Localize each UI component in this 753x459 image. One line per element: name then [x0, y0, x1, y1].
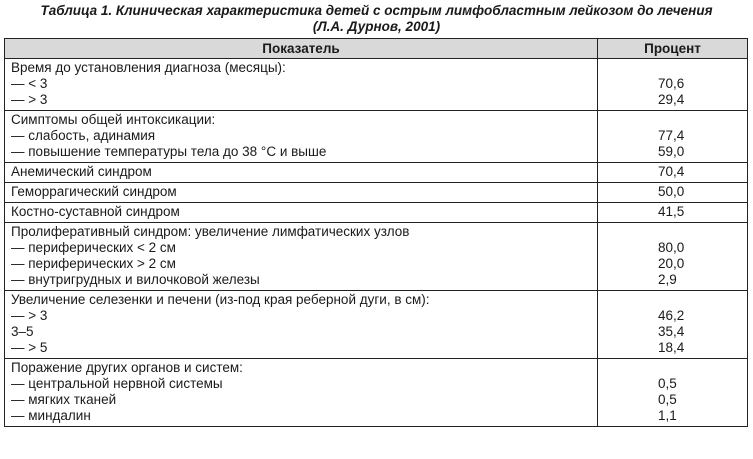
indicator-line: 3–5 [11, 324, 34, 339]
percent-value: 0,5 [658, 392, 677, 407]
indicator-line: Симптомы общей интоксикации: [11, 112, 216, 127]
percent-cell [598, 183, 748, 203]
percent-value: 0,5 [658, 376, 677, 391]
table-body [5, 59, 748, 427]
percent-value: 80,0 [658, 240, 685, 255]
indicator-cell [5, 111, 598, 163]
indicator-line: — > 5 [11, 340, 48, 355]
indicator-line: — периферических < 2 см [11, 240, 176, 255]
percent-cell [598, 223, 748, 291]
indicator-cell [5, 291, 598, 359]
indicator-cell [5, 223, 598, 291]
indicator-line: — центральной нервной системы [11, 376, 223, 391]
percent-value: 29,4 [658, 92, 685, 107]
indicator-cell [5, 203, 598, 223]
indicator-line: — > 3 [11, 92, 48, 107]
table-row [5, 111, 748, 163]
table-row [5, 59, 748, 111]
table-row [5, 183, 748, 203]
indicator-line: Пролиферативный синдром: увеличение лимфатических узлов [11, 224, 410, 239]
indicator-line: — периферических > 2 см [11, 256, 176, 271]
table-row [5, 203, 748, 223]
indicator-line: — внутригрудных и вилочковой железы [11, 272, 260, 287]
indicator-line: — > 3 [11, 308, 48, 323]
percent-value: 70,4 [658, 164, 685, 179]
indicator-line: — < 3 [11, 76, 48, 91]
percent-cell [598, 203, 748, 223]
caption-line-1: Таблица 1. Клиническая характеристика детей с острым лимфобластным лейкозом до лечения [40, 3, 713, 18]
percent-cell [598, 111, 748, 163]
percent-value [598, 112, 747, 128]
percent-value [598, 60, 747, 76]
header-indicator: Показатель [5, 39, 598, 59]
percent-value: 41,5 [658, 204, 685, 219]
table-row [5, 291, 748, 359]
percent-cell [598, 59, 748, 111]
indicator-line: — повышение температуры тела до 38 °С и выше [11, 144, 327, 159]
indicator-cell [5, 183, 598, 203]
percent-value: 35,4 [658, 324, 685, 339]
header-percent: Процент [598, 39, 748, 59]
indicator-cell [5, 359, 598, 427]
percent-cell [598, 359, 748, 427]
indicator-line: — слабость, адинамия [11, 128, 156, 143]
table-row [5, 223, 748, 291]
clinical-table [4, 38, 748, 427]
indicator-line: — мягких тканей [11, 392, 117, 407]
indicator-line: Поражение других органов и систем: [11, 360, 243, 375]
indicator-line: Костно-суставной синдром [11, 204, 180, 219]
percent-value [598, 224, 747, 240]
table-row [5, 163, 748, 183]
indicator-line: Анемический синдром [11, 164, 152, 179]
header-row [5, 39, 748, 59]
indicator-cell [5, 59, 598, 111]
indicator-cell [5, 163, 598, 183]
percent-value [598, 292, 747, 308]
indicator-line: Увеличение селезенки и печени (из-под края реберной дуги, в см): [11, 292, 430, 307]
percent-value [598, 360, 747, 376]
percent-value: 18,4 [658, 340, 685, 355]
table-caption [0, 0, 753, 35]
percent-value: 2,9 [658, 272, 677, 287]
percent-value: 1,1 [658, 408, 677, 423]
percent-value: 59,0 [658, 144, 685, 159]
percent-value: 77,4 [658, 128, 685, 143]
indicator-line: — миндалин [11, 408, 91, 423]
percent-value: 70,6 [658, 76, 685, 91]
indicator-line: Время до установления диагноза (месяцы): [11, 60, 286, 75]
indicator-line: Геморрагический синдром [11, 184, 177, 199]
percent-value: 46,2 [658, 308, 685, 323]
percent-cell [598, 291, 748, 359]
percent-value: 20,0 [658, 256, 685, 271]
caption-line-2: (Л.А. Дурнов, 2001) [312, 19, 441, 34]
percent-value: 50,0 [658, 184, 685, 199]
table-row [5, 359, 748, 427]
percent-cell [598, 163, 748, 183]
